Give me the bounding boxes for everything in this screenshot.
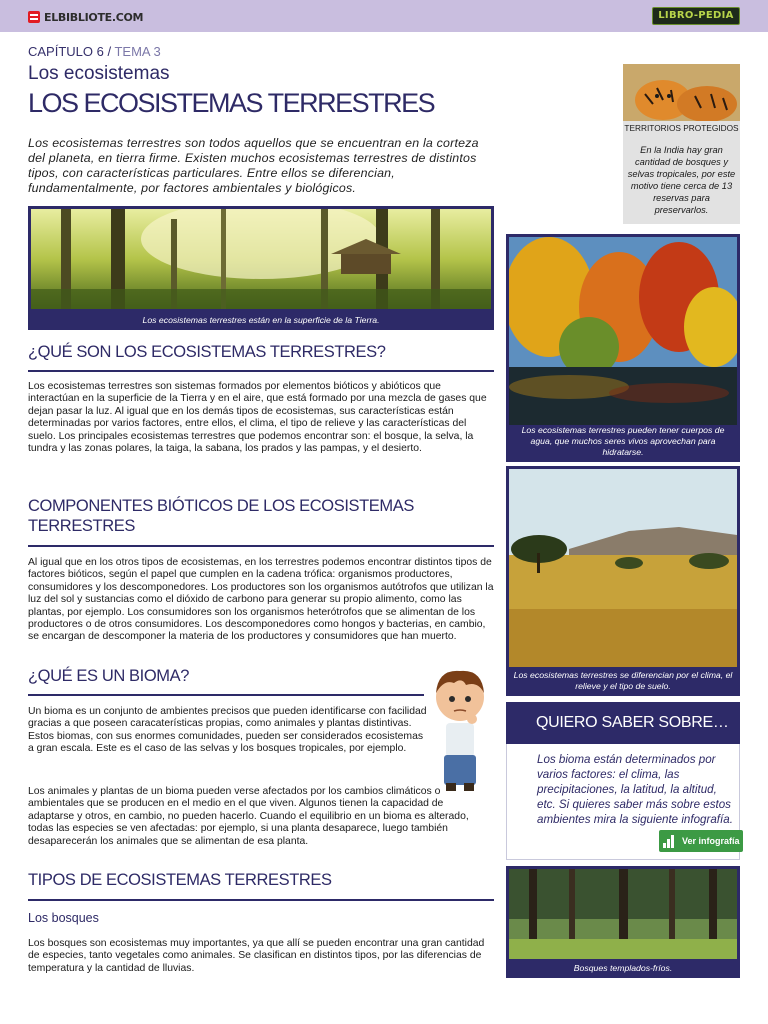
subheading-bosques: Los bosques	[28, 911, 99, 925]
quiero-saber-box	[506, 744, 740, 860]
temperate-forest-caption: Bosques templados-fríos.	[573, 963, 673, 973]
book-icon	[28, 11, 40, 23]
temperate-forest-image	[509, 869, 737, 959]
site-logo[interactable]	[28, 9, 143, 25]
libropedia-badge[interactable]: LIBRO-PEDIA	[652, 7, 740, 25]
savanna-caption: Los ecosistemas terrestres se diferencian por el clima, el relieve y el tipo de suelo.	[513, 670, 733, 691]
heading-que-son: ¿QUÉ SON LOS ECOSISTEMAS TERRESTRES?	[28, 343, 386, 361]
heading-componentes-line1: COMPONENTES BIÓTICOS DE LOS ECOSISTEMAS	[28, 497, 414, 515]
ver-infografia-label: Ver infografía	[682, 836, 740, 846]
thinking-kid-illustration	[422, 663, 496, 793]
quiero-saber-text: Los bioma están determinados por varios factores: el clima, las precipitaciones, la latitud, la altitud, etc. Si quieres saber más sobre estos ambientes mira la siguiente infografía.	[537, 753, 733, 826]
forest-photo	[28, 206, 494, 330]
chapter-label	[28, 44, 161, 59]
intro-text: Los ecosistemas terrestres son todos aquellos que se encuentran en la corteza del planeta, en tierra firme. Existen muchos ecosistemas terrestres de distintos tipos, con características particulares. Entre ellos se diferencian, fundamentalmente, por factores ambientales y biológicos.	[28, 136, 479, 195]
heading-componentes	[28, 496, 414, 536]
divider	[28, 899, 494, 901]
tema-number: TEMA 3	[114, 44, 161, 59]
chapter-number: CAPÍTULO 6 /	[28, 44, 112, 59]
savanna-image	[509, 469, 737, 667]
bosques-text: Los bosques son ecosistemas muy importantes, ya que allí se pueden encontrar una gran cantidad de especies, tanto vegetales como animales. Se clasifican en distintos tipos, por las diferencias de temperatura y la cantidad de lluvias.	[28, 938, 485, 974]
que-son-text: Los ecosistemas terrestres son sistemas formados por elementos bióticos y abióticos que interactúan en la superficie de la Tierra y en el aire, que está formado por una mezcla de gases que dejan pasar la luz. Al igual que en los demás tipos de ecosistemas, sus características están determinadas por varios factores, entre ellos, el clima, el tipo de relieve y las características del suelo. Los principales ecosistemas terrestres que podemos encontrar son: el bosque, la selva, la tundra y las zonas polares, la taiga, la sabana, los prados y las pampas, y el desierto.	[28, 381, 487, 455]
heading-componentes-line2: TERRESTRES	[28, 517, 135, 535]
sidebox-body: En la India hay gran cantidad de bosques y selvas tropicales, por este motivo tiene cerca de 13 reservas para preservarlos.	[627, 145, 736, 215]
componentes-text: Al igual que en los otros tipos de ecosistemas, en los terrestres podemos encontrar distintos tipos de factores bióticos, según el papel que cumplen en la cadena trófica: organismos productores, consumidores y los descomponedores. Los productores son los organismos autótrofos que utilizan la luz del sol y sustancias como el dióxido de carbono para generar su propio alimento, como las plantas, por ejemplo. Los consumidores son los organismos heterótrofos que se alimentan de los productores o de otros consumidores. Los descomponedores como hongos y bacterias, en cambio, se encargan de descomponer la materia de los productores y consumidores que han muerto.	[28, 557, 494, 643]
lake-photo	[506, 234, 740, 462]
ver-infografia-button[interactable]	[659, 830, 743, 852]
page-title: LOS ECOSISTEMAS TERRESTRES	[28, 88, 435, 118]
divider	[28, 370, 494, 372]
heading-tipos: TIPOS DE ECOSISTEMAS TERRESTRES	[28, 871, 332, 889]
lake-image	[509, 237, 737, 425]
top-bar	[0, 0, 768, 32]
logo-text: ELBIBLIOTE.COM	[44, 10, 144, 24]
divider	[28, 694, 424, 696]
forest-caption: Los ecosistemas terrestres están en la superficie de la Tierra.	[142, 315, 380, 325]
heading-bioma: ¿QUÉ ES UN BIOMA?	[28, 667, 189, 685]
page-subtitle: Los ecosistemas	[28, 63, 170, 84]
temperate-forest-photo	[506, 866, 740, 978]
savanna-photo	[506, 466, 740, 696]
bar-chart-icon	[663, 834, 677, 848]
quiero-saber-heading: QUIERO SABER SOBRE…	[506, 702, 740, 744]
territorios-protegidos-box	[623, 64, 740, 224]
forest-image	[31, 209, 491, 309]
sidebox-title: TERRITORIOS PROTEGIDOS	[624, 123, 739, 133]
tigers-image	[623, 64, 740, 121]
divider	[28, 545, 494, 547]
lake-caption: Los ecosistemas terrestres pueden tener cuerpos de agua, que muchos seres vivos aprovechan para hidratarse.	[521, 425, 725, 457]
bioma-text-2: Los animales y plantas de un bioma pueden verse afectados por los cambios climáticos o ambientales que se producen en el medio en el que viven. Algunos tienen la capacidad de adaptarse y otros, en cambio, no pueden hacerlo. Cuando el equilibrio en un bioma es alterado, todas las especies se ven afectadas: por ejemplo, si una planta desaparece, luego también desaparecerán los animales que se alimentan de esa planta.	[28, 786, 469, 847]
bioma-text-1: Un bioma es un conjunto de ambientes precisos que pueden identificarse con facilidad gracias a que poseen caracaterísticas propias, como animales y plantas distintivas. Estos biomas, con sus enormes comunidades, pueden ser considerados ecosistemas a gran escala. Este es el caso de las selvas y los bosques tropicales, por ejemplo.	[28, 706, 427, 755]
